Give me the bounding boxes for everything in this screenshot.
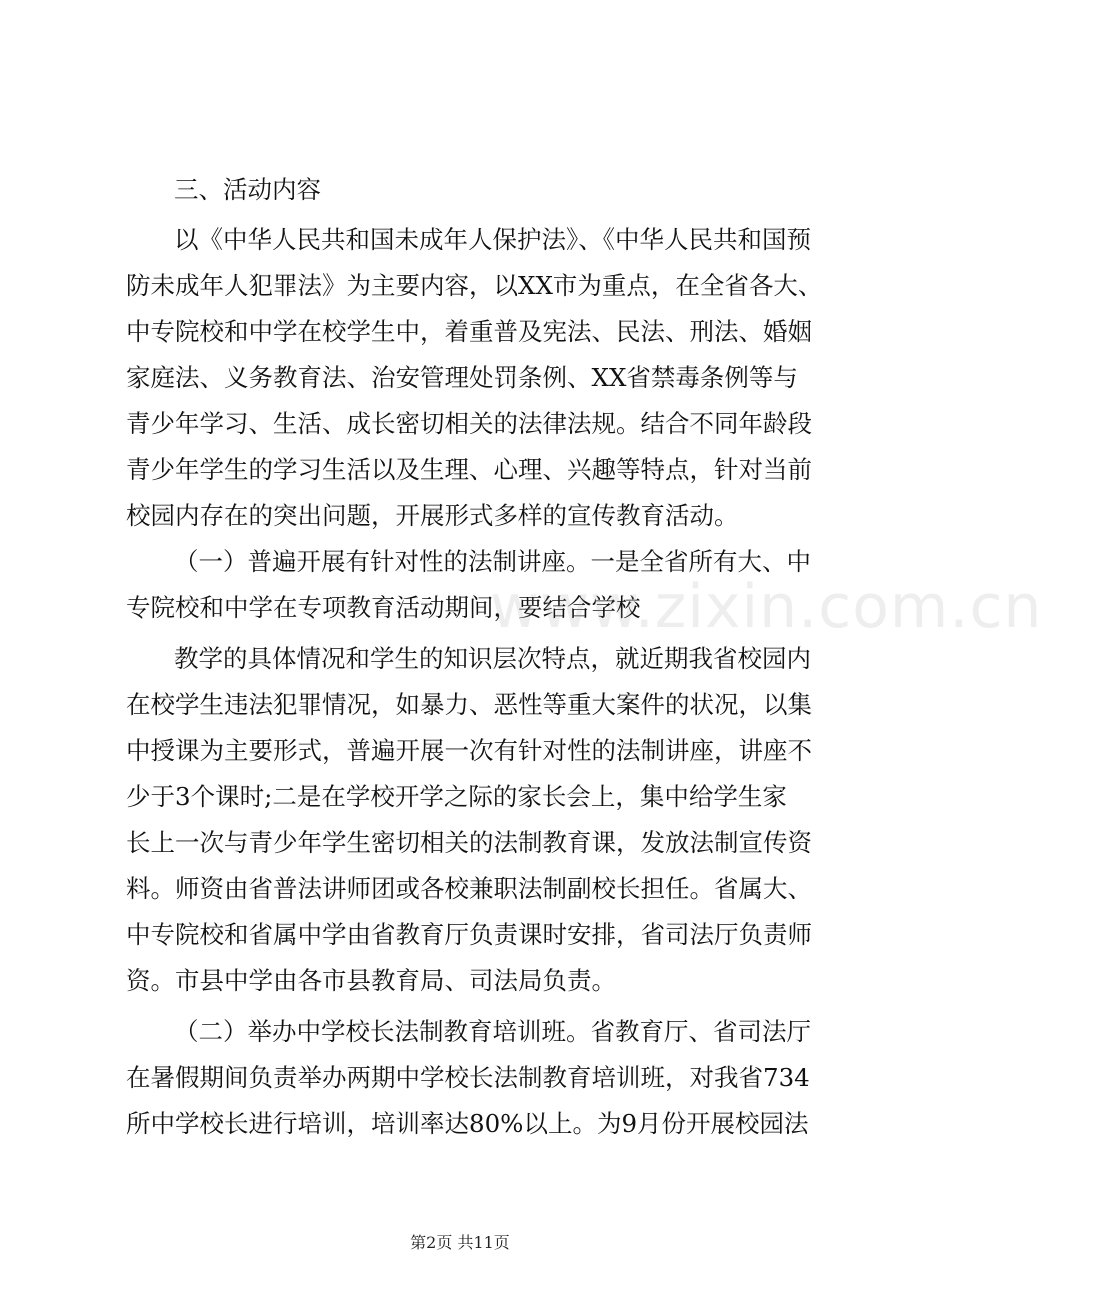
paragraph-line: 中授课为主要形式，普遍开展一次有针对性的法制讲座，讲座不 [126,736,812,765]
paragraph-line: 所中学校长进行培训，培训率达80%以上。为9月份开展校园法 [126,1109,809,1138]
paragraph-line: 家庭法、义务教育法、治安管理处罚条例、XX省禁毒条例等与 [126,363,798,392]
subsection-heading-line: （二）举办中学校长法制教育培训班。省教育厅、省司法厅 [174,1017,811,1046]
watermark: www.zixin.com.cn [490,572,1043,642]
paragraph-line: 中专院校和中学在校学生中，着重普及宪法、民法、刑法、婚姻 [126,317,812,346]
paragraph-line: 少于3个课时;二是在学校开学之际的家长会上，集中给学生家 [126,782,787,811]
page-footer: 第2页 共11页 [410,1233,510,1252]
paragraph-line: 教学的具体情况和学生的知识层次特点，就近期我省校园内 [174,644,811,673]
subsection-heading-line: （一）普遍开展有针对性的法制讲座。一是全省所有大、中 [174,547,811,576]
paragraph-line: 长上一次与青少年学生密切相关的法制教育课，发放法制宣传资 [126,828,812,857]
section-heading: 三、活动内容 [174,175,321,204]
paragraph-line: 在暑假期间负责举办两期中学校长法制教育培训班，对我省734 [126,1063,810,1092]
paragraph-line: 在校学生违法犯罪情况，如暴力、恶性等重大案件的状况，以集 [126,690,812,719]
paragraph-line: 防未成年人犯罪法》为主要内容，以XX市为重点，在全省各大、 [126,271,823,300]
paragraph-line: 校园内存在的突出问题，开展形式多样的宣传教育活动。 [126,501,739,530]
paragraph-line: 专院校和中学在专项教育活动期间，要结合学校 [126,593,641,622]
paragraph-line: 以《中华人民共和国未成年人保护法》、《中华人民共和国预 [174,225,811,254]
paragraph-line: 料。师资由省普法讲师团或各校兼职法制副校长担任。省属大、 [126,874,812,903]
paragraph-line: 青少年学生的学习生活以及生理、心理、兴趣等特点，针对当前 [126,455,812,484]
paragraph-line: 青少年学习、生活、成长密切相关的法律法规。结合不同年龄段 [126,409,812,438]
paragraph-line: 资。市县中学由各市县教育局、司法局负责。 [126,966,616,995]
paragraph-line: 中专院校和省属中学由省教育厅负责课时安排，省司法厅负责师 [126,920,812,949]
